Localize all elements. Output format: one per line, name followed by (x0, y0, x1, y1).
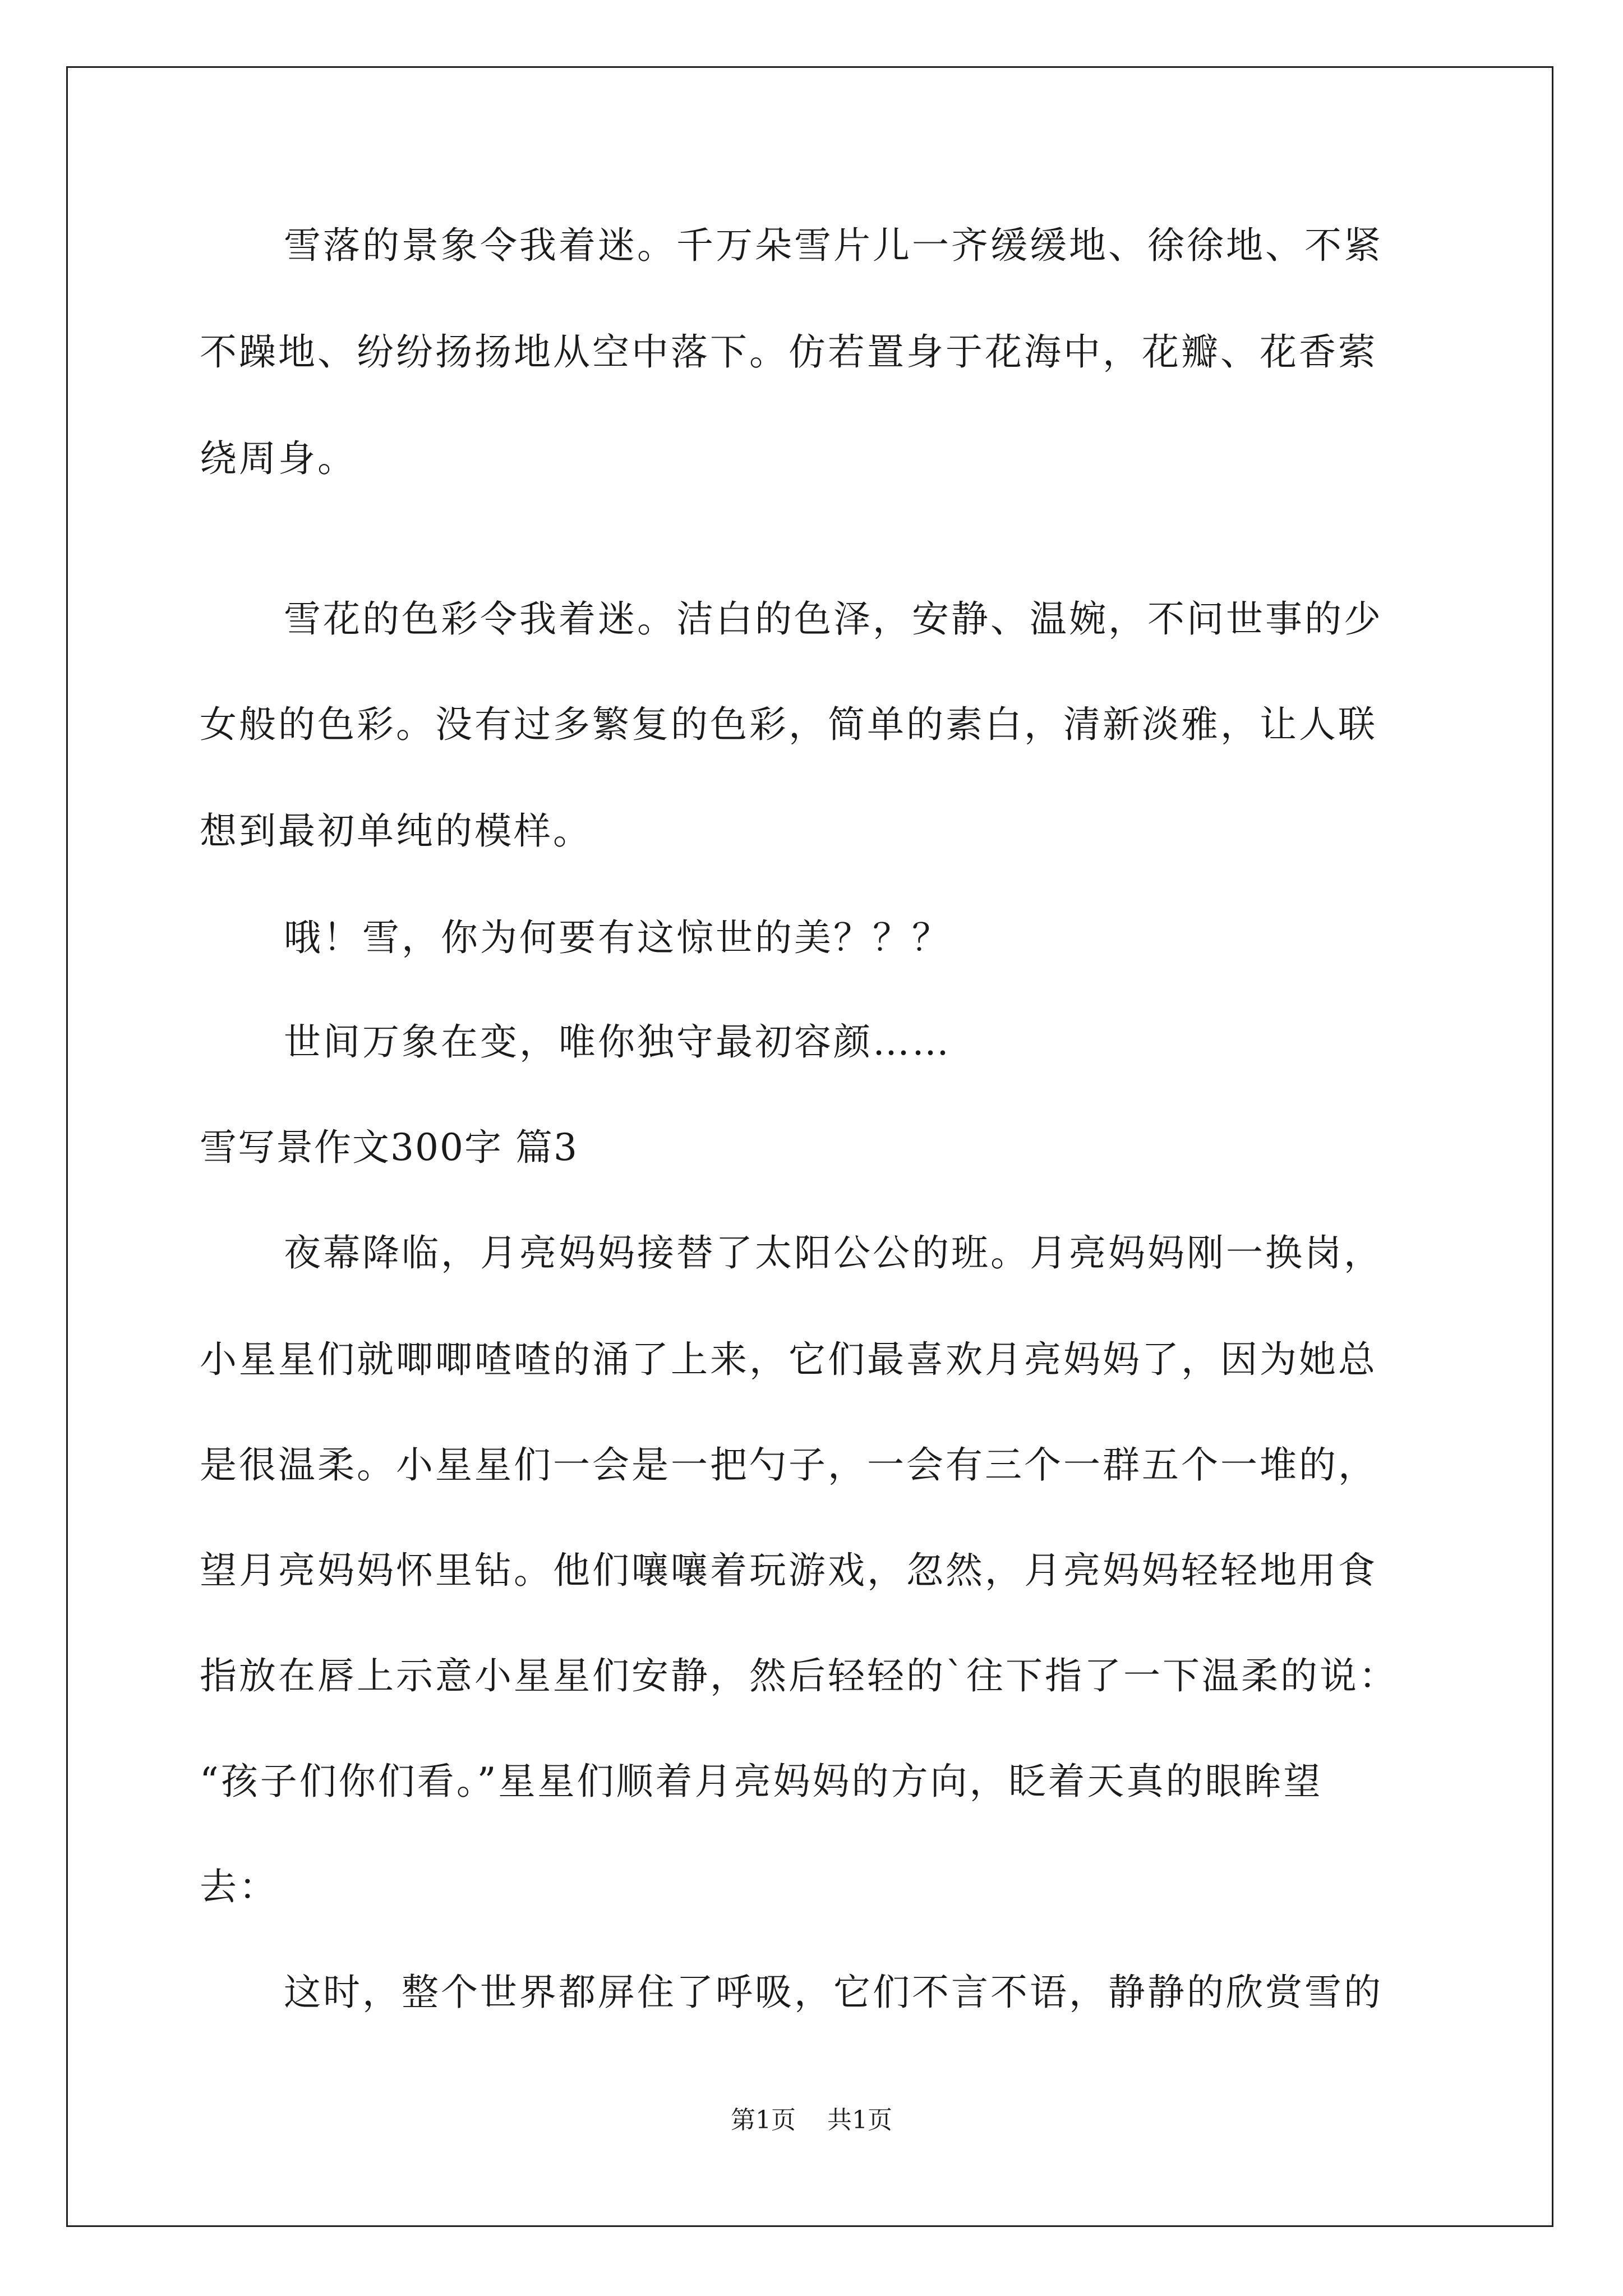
paragraph-2-line-2: 女般的色彩。没有过多繁复的色彩，简单的素白，清新淡雅，让人联 (200, 703, 1377, 746)
paragraph-5-line-6: “孩子们你们看。”星星们顺着月亮妈妈的方向，眨着天真的眼眸望 (200, 1760, 1323, 1803)
paragraph-6-line-1: 这时，整个世界都屏住了呼吸，它们不言不语，静静的欣赏雪的 (284, 1971, 1383, 2014)
paragraph-2-line-1: 雪花的色彩令我着迷。洁白的色泽，安静、温婉，不问世事的少 (284, 597, 1383, 641)
paragraph-2-line-3: 想到最初单纯的模样。 (200, 809, 592, 853)
section-heading: 雪写景作文300字 篇3 (200, 1126, 578, 1169)
paragraph-5-line-3: 是很温柔。小星星们一会是一把勺子，一会有三个一群五个一堆的， (200, 1443, 1377, 1487)
paragraph-5-line-7: 去： (200, 1865, 278, 1908)
paragraph-4-line-1: 世间万象在变，唯你独守最初容颜…… (284, 1020, 951, 1064)
paragraph-5-line-4: 望月亮妈妈怀里钻。他们嚷嚷着玩游戏，忽然，月亮妈妈轻轻地用食 (200, 1549, 1377, 1592)
paragraph-1-line-1: 雪落的景象令我着迷。千万朵雪片儿一齐缓缓地、徐徐地、不紧 (284, 224, 1383, 267)
paragraph-5-line-1: 夜幕降临，月亮妈妈接替了太阳公公的班。月亮妈妈刚一换岗， (284, 1231, 1383, 1274)
page-number-footer: 第1页 共1页 (731, 2106, 892, 2134)
paragraph-5-line-2: 小星星们就唧唧喳喳的涌了上来，它们最喜欢月亮妈妈了，因为她总 (200, 1338, 1377, 1381)
paragraph-5-line-5: 指放在唇上示意小星星们安静，然后轻轻的`往下指了一下温柔的说： (200, 1654, 1398, 1697)
paragraph-1-line-2: 不躁地、纷纷扬扬地从空中落下。仿若置身于花海中，花瓣、花香萦 (200, 330, 1377, 374)
paragraph-3-line-1: 哦！雪，你为何要有这惊世的美？？？ (284, 916, 951, 959)
paragraph-1-line-3: 绕周身。 (200, 437, 357, 480)
